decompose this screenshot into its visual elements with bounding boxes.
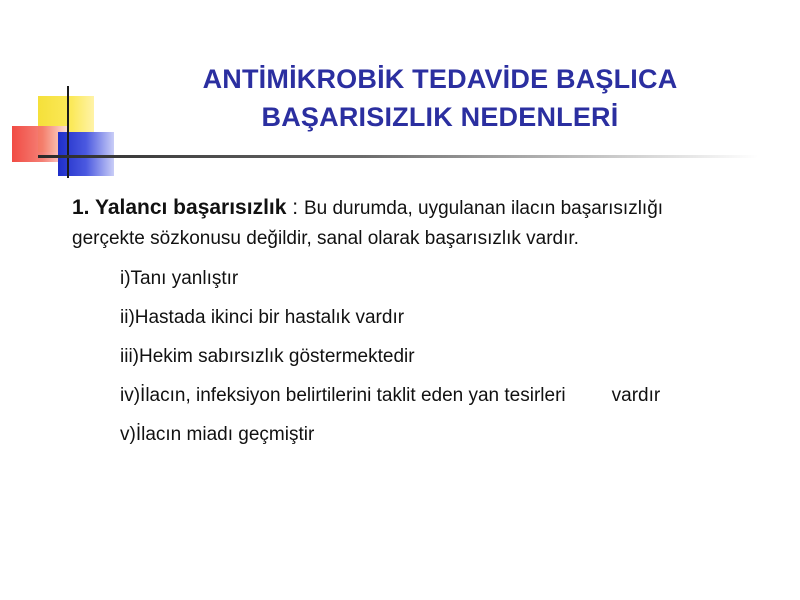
list-item xyxy=(120,376,784,415)
list-item-text: iii)Hekim sabırsızlık göstermektedir xyxy=(120,346,415,367)
intro-line-2: gerçekte sözkonusu değildir, sanal olarak başarısızlık vardır. xyxy=(72,228,579,249)
list-item-text: i)Tanı yanlıştır xyxy=(120,268,239,289)
heading-colon: : xyxy=(286,196,304,219)
intro-paragraph xyxy=(72,188,784,259)
title-underline xyxy=(38,155,758,158)
decor-vertical-line xyxy=(67,86,69,178)
intro-line-1: Bu durumda, uygulanan ilacın başarısızlığı xyxy=(303,198,664,219)
list-item-text: iv)İlacın, infeksiyon belirtilerini taklit eden yan tesirleri xyxy=(120,385,566,406)
list-item xyxy=(120,259,784,298)
list-item xyxy=(120,415,784,454)
list-item-text: ii)Hastada ikinci bir hastalık vardır xyxy=(120,307,405,328)
list-item xyxy=(120,337,784,376)
reasons-list xyxy=(72,259,784,454)
slide-title xyxy=(150,60,730,136)
list-item xyxy=(120,298,784,337)
list-item-tail: vardır xyxy=(611,385,661,406)
title-line-2: BAŞARISIZLIK NEDENLERİ xyxy=(261,102,619,132)
slide-body xyxy=(72,188,784,454)
title-line-1: ANTİMİKROBİK TEDAVİDE BAŞLICA xyxy=(202,64,678,94)
list-item-text: v)İlacın miadı geçmiştir xyxy=(120,424,315,445)
section-heading: 1. Yalancı başarısızlık xyxy=(72,196,287,219)
